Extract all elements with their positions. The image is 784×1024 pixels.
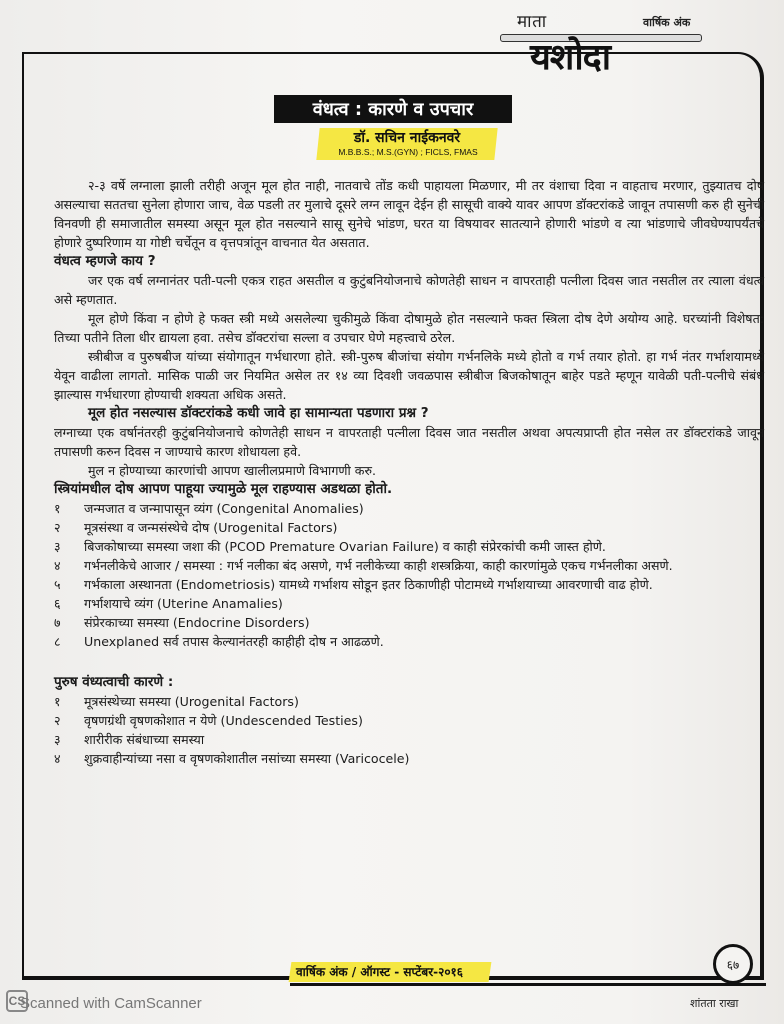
masthead-title: यशोदा [530,36,611,78]
list-text: संप्रेरकाच्या समस्या (Endocrine Disorders) [84,615,310,630]
author-name: डॉ. सचिन नाईकनवरे [353,130,461,146]
list-number: २ [54,713,61,728]
male-causes-list [54,692,764,768]
list-number: १ [54,694,61,709]
paragraph-conception: स्त्रीबीज व पुरुषबीज यांच्या संयोगातून गर्भधारणा होते. स्त्री-पुरुष बीजांचा संयोग गर्भनलिके मध्ये होतो व गर्भ तयार होतो. हा गर्भ नंतर गर्भाशयामध्ये येवून वाढीला लागतो. मासिक पाळी जर नियमित असेल तर १४ व्या दिवशी जवळपास स्त्रीबीज बिजकोषातून बाहेर पडते म्हणून यावेळी पती-पत्नीचे संबंध झाल्यास गर्भधारणा होण्याची शक्यता अधिक असते. [54,349,764,402]
list-item [54,537,764,556]
list-text: वृषणग्रंथी वृषणकोशात न येणे (Undescended Testies) [84,713,363,728]
heading-female-causes: स्त्रियांमधील दोष आपण पाहूया ज्यामुळे मूल राहण्यास अडथळा होतो. [54,481,393,497]
list-number: ४ [54,558,61,573]
list-text: गर्भकाला अस्थानता (Endometriosis) यामध्ये गर्भाशय सोडून इतर ठिकाणीही पोटामध्ये गर्भाशयाच्या आवरणाची वाढ होणे. [84,577,653,592]
list-item [54,749,764,768]
list-item [54,499,764,518]
masthead-edition: वार्षिक अंक [643,16,691,29]
list-item [54,594,764,613]
list-number: ४ [54,751,61,766]
article-body [54,176,764,768]
list-item [54,556,764,575]
paragraph-not-only-woman: मूल होणे किंवा न होणे हे फक्त स्त्री मध्ये असलेल्या चुकीमुळे किंवा दोषामुळे होत नसल्याने फक्त स्त्रिला दोष देणे अयोग्य आहे. घरच्यांनी विशेषत: तिच्या पतीने तिला धीर द्यायला हवा. तसेच डॉक्टरांचा सल्ला व उपचार घेणे महत्त्वाचे ठरेल. [54,311,764,345]
author-qualifications: M.B.B.S.; M.S.(GYN) ; FICLS, FMAS [338,147,478,157]
list-text: गर्भाशयाचे व्यंग (Uterine Anamalies) [84,596,283,611]
article-title: वंधत्व : कारणे व उपचार [274,95,512,123]
list-item [54,518,764,537]
list-item [54,730,764,749]
list-number: ३ [54,732,61,747]
list-number: २ [54,520,61,535]
intro-paragraph: २-३ वर्षे लग्नाला झाली तरीही अजून मूल होत नाही, नातवाचे तोंड कधी पाहायला मिळणार, मी तर वंशाचा दिवा न वाहताच मरणार, तुझ्यातच दोष असल्याचा सततचा सुनेला होणारा जाच, वेळ पडली तर मुलाचे दूसरे लग्न लावून देईन ही सासूची वाक्ये यावर आपण डॉक्टरांकडे जावून तपासणी करु ही सुनेची विनवणी ही समाजातील समस्या असून मूल होत नसल्याने सासू सुनेचे भांडण, घरत या विषयावर सातत्याने होणारी भांडणे व त्या भांडणाचे जीवघेण्यापर्यंतचे होणारे दुष्परिणाम या गोष्टी चर्चेतून व वृत्तपत्रांतून वाचनात येत असतात. [54,178,764,250]
issue-label: वार्षिक अंक / ऑगस्ट - सप्टेंबर-२०१६ [296,965,464,979]
list-number: ५ [54,577,61,592]
list-text: जन्मजात व जन्मापासून व्यंग (Congenital Anomalies) [84,501,364,516]
heading-what-is-infertility: वंधत्व म्हणजे काय ? [54,253,156,269]
female-causes-list [54,499,764,651]
page-number: ६७ [713,944,753,984]
list-text: Unexplaned सर्व तपास केल्यानंतरही काहीही दोष न आढळणे. [84,634,384,649]
list-number: ७ [54,615,61,630]
list-text: बिजकोषाच्या समस्या जशा की (PCOD Premature Ovarian Failure) व काही संप्रेरकांची कमी जास्त होणे. [84,539,606,554]
list-item [54,575,764,594]
heading-male-causes: पुरुष वंध्यत्वाची कारणे : [54,674,174,690]
heading-when-to-see-doctor: मूल होत नसल्यास डॉक्टरांकडे कधी जावे हा सामान्यता पडणारा प्रश्न ? [88,405,429,421]
camscanner-logo-icon: CS [6,990,28,1012]
paragraph-classification: मुल न होण्याच्या कारणांची आपण खालीलप्रमाणे विभागणी करु. [88,463,376,478]
paragraph-definition: जर एक वर्ष लग्नानंतर पती-पत्नी एकत्र राहत असतील व कुटुंबनियोजनाचे कोणतेही साधन न वापरताही पत्नीला दिवस जात नसतील तर त्याला वंधत्व असे म्हणतात. [54,273,764,307]
footer-rule [290,983,766,986]
list-text: शारीरीक संबंधाच्या समस्या [84,732,205,747]
paragraph-after-one-year: लग्नाच्या एक वर्षानंतरही कुटुंबनियोजनाचे कोणतेही साधन न वापरताही पत्नीला दिवस जात नसतील अथवा अपत्यप्राप्ती होत नसेल तर डॉक्टरांकडे जावून तपासणी करुन दिवस न जाण्याचे कारण शोधायला हवे. [54,425,764,459]
list-item [54,613,764,632]
masthead-prefix: माता [517,12,547,32]
list-item [54,632,764,651]
list-item [54,692,764,711]
slogan: शांतता राखा [690,997,739,1010]
list-text: मूत्रसंस्था व जन्मसंस्थेचे दोष (Urogenital Factors) [84,520,338,535]
list-text: शुक्रवाहीन्यांच्या नसा व वृषणकोशातील नसांच्या समस्या (Varicocele) [84,751,410,766]
list-number: ६ [54,596,61,611]
list-text: गर्भनलीकेचे आजार / समस्या : गर्भ नलीका बंद असणे, गर्भ नलीकेच्या काही शस्त्रक्रिया, काही कारणांमुळे एकच गर्भनलीका असणे. [84,558,673,573]
list-number: ३ [54,539,61,554]
list-number: १ [54,501,61,516]
list-number: ८ [54,634,61,649]
list-item [54,711,764,730]
scanner-watermark: Scanned with CamScanner [20,995,202,1012]
list-text: मूत्रसंस्थेच्या समस्या (Urogenital Factors) [84,694,299,709]
